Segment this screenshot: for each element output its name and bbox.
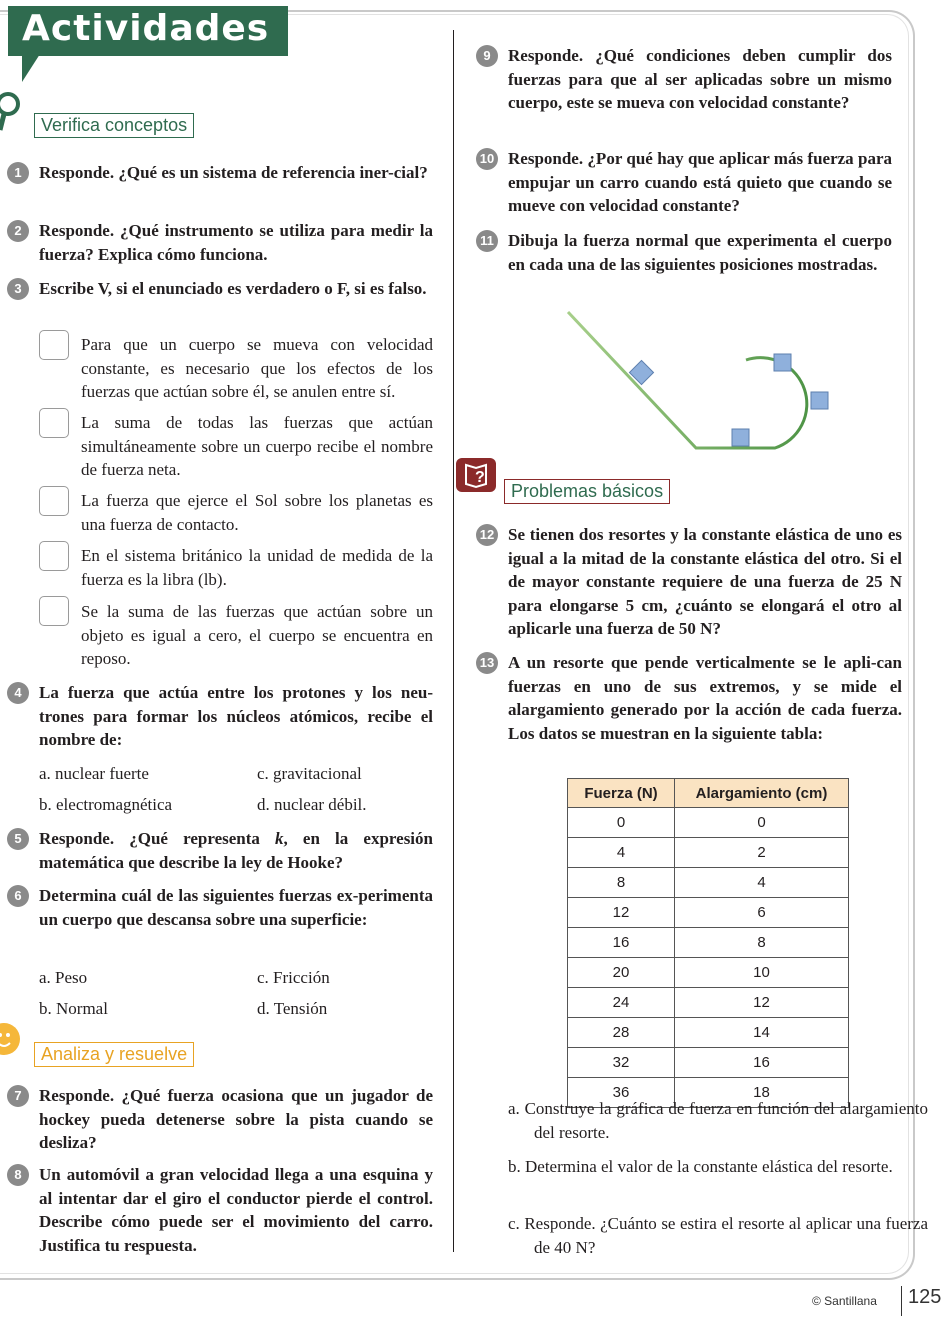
track-line [568,312,807,448]
page-title: Actividades [22,8,270,49]
question-9: Responde. ¿Qué condiciones deben cumplir dos fuerzas para que al ser aplicadas sobre un mismo cuerpo, este se mueva con velocidad constante? [508,46,892,112]
section-analiza-resuelve: Analiza y resuelve [34,1042,194,1067]
table-row [568,928,849,958]
column-divider [453,30,454,1252]
true-false-checkbox[interactable] [39,596,69,626]
true-false-checkbox[interactable] [39,330,69,360]
statement-item: La suma de todas las fuerzas que actúan simultáneamente sobre un cuerpo recibe el nombre de fuerza neta. [81,413,433,479]
table-row [568,1048,849,1078]
table-row [568,1018,849,1048]
question-3: Escribe V, si el enunciado es verdadero o F, si es falso. [39,279,427,298]
table-row [568,838,849,868]
question-10: Responde. ¿Por qué hay que aplicar más fuerza para empujar un carro cuando está quieto que cuando se mueve con velocidad constante? [508,149,892,215]
option-c: c. Fricción [257,968,330,987]
question-number: 1 [7,162,29,184]
question-2: Responde. ¿Qué instrumento se utiliza para medir la fuerza? Explica cómo funciona. [39,221,433,264]
question-1: Responde. ¿Qué es un sistema de referencia iner-cial? [39,163,428,182]
question-13: A un resorte que pende verticalmente se le apli-can fuerzas en uno de sus extremos, y se mide el alargamiento generado por la acción de cada fuerza. Los datos se muestran en la siguiente tabla: [508,653,902,743]
question-number: 7 [7,1085,29,1107]
cell-alargamiento: 10 [675,958,849,988]
question-11: Dibuja la fuerza normal que experimenta el cuerpo en cada una de las siguientes posiciones mostradas. [508,231,892,274]
table-row [568,898,849,928]
true-false-checkbox[interactable] [39,486,69,516]
question-12: Se tienen dos resortes y la constante elástica de uno es igual a la mitad de la constante elástica del otro. Si el de mayor constante requiere de una fuerza de 25 N para elongarse 5 cm, ¿cuánto se elongará el otro al aplicarle una fuerza de 50 N? [508,525,902,638]
cell-alargamiento: 4 [675,868,849,898]
cell-alargamiento: 16 [675,1048,849,1078]
question-7: Responde. ¿Qué fuerza ocasiona que un jugador de hockey pueda detenerse sobre la pista cuando se desliza? [39,1086,433,1152]
question-number: 12 [476,524,498,546]
question-number: 6 [7,885,29,907]
title-banner-tail [22,54,40,82]
question-number: 3 [7,278,29,300]
statement-item: Para que un cuerpo se mueva con velocidad constante, es necesario que los efectos de los fuerzas que actúan sobre él, se anulen entre sí. [81,335,433,401]
magnifier-icon [0,92,28,136]
option-c: c. gravitacional [257,764,362,783]
question-number: 8 [7,1164,29,1186]
table-row [568,988,849,1018]
cell-alargamiento: 6 [675,898,849,928]
question-number: 5 [7,828,29,850]
subquestion-c: c. Responde. ¿Cuánto se estira el resorte al aplicar una fuerza de 40 N? [508,1214,928,1257]
cell-alargamiento: 12 [675,988,849,1018]
subquestion-a: a. Construye la gráfica de fuerza en función del alargamiento del resorte. [508,1099,928,1142]
subquestion-b: b. Determina el valor de la constante elástica del resorte. [508,1157,893,1176]
cell-alargamiento: 8 [675,928,849,958]
statement-item: La fuerza que ejerce el Sol sobre los planetas es una fuerza de contacto. [81,491,433,534]
block-on-flat [732,429,749,446]
question-6: Determina cuál de las siguientes fuerzas ex-perimenta un cuerpo que descansa sobre una superficie: [39,886,433,929]
section-problemas-basicos: Problemas básicos [504,479,670,504]
option-b: b. electromagnética [39,795,173,814]
true-false-checkbox[interactable] [39,408,69,438]
table-header-fuerza: Fuerza (N) [568,779,675,808]
book-question-icon [456,458,500,494]
question-4: La fuerza que actúa entre los protones y los neu-trones para formar los núcleos atómicos, recibe el nombre de: [39,683,433,749]
question-number: 2 [7,220,29,242]
cell-fuerza: 24 [568,988,675,1018]
question-8: Un automóvil a gran velocidad llega a una esquina y al intentar dar el giro el conductor pierde el control. Describe cómo puede ser el movimiento del carro. Justifica tu respuesta. [39,1165,433,1255]
statement-item: Se la suma de las fuerzas que actúan sobre un objeto es igual a cero, el cuerpo se encuentra en reposo. [81,602,433,668]
section-verifica-conceptos: Verifica conceptos [34,113,194,138]
option-b: b. Normal [39,999,108,1018]
table-row [568,808,849,838]
smiley-icon [0,1022,22,1056]
force-elongation-table [567,778,849,1108]
question-number: 9 [476,45,498,67]
question-number: 11 [476,230,498,252]
cell-alargamiento: 0 [675,808,849,838]
svg-text:?: ? [475,469,485,486]
true-false-checkbox[interactable] [39,541,69,571]
footer-divider [901,1286,902,1316]
statement-item: En el sistema británico la unidad de medida de la fuerza es la libra (lb). [81,546,433,589]
cell-fuerza: 32 [568,1048,675,1078]
cell-fuerza: 16 [568,928,675,958]
question-number: 13 [476,652,498,674]
cell-fuerza: 12 [568,898,675,928]
option-d: d. Tensión [257,999,328,1018]
normal-force-diagram [560,308,840,458]
cell-fuerza: 28 [568,1018,675,1048]
option-d: d. nuclear débil. [257,795,367,814]
block-on-loop-top [774,354,791,371]
table-header-alargamiento: Alargamiento (cm) [675,779,849,808]
cell-fuerza: 8 [568,868,675,898]
publisher-credit: © Santillana [812,1294,877,1308]
block-on-loop-side [811,392,828,409]
table-row [568,868,849,898]
cell-fuerza: 4 [568,838,675,868]
cell-alargamiento: 2 [675,838,849,868]
table-row [568,958,849,988]
cell-alargamiento: 18 [675,1078,849,1108]
cell-alargamiento: 14 [675,1018,849,1048]
cell-fuerza: 0 [568,808,675,838]
cell-fuerza: 36 [568,1078,675,1108]
page-number: 125 [908,1286,942,1308]
option-a: a. nuclear fuerte [39,764,149,783]
cell-fuerza: 20 [568,958,675,988]
option-a: a. Peso [39,968,88,987]
question-5: Responde. ¿Qué representa k, en la expresión matemática que describe la ley de Hooke? [39,829,433,872]
question-number: 4 [7,682,29,704]
question-number: 10 [476,148,498,170]
